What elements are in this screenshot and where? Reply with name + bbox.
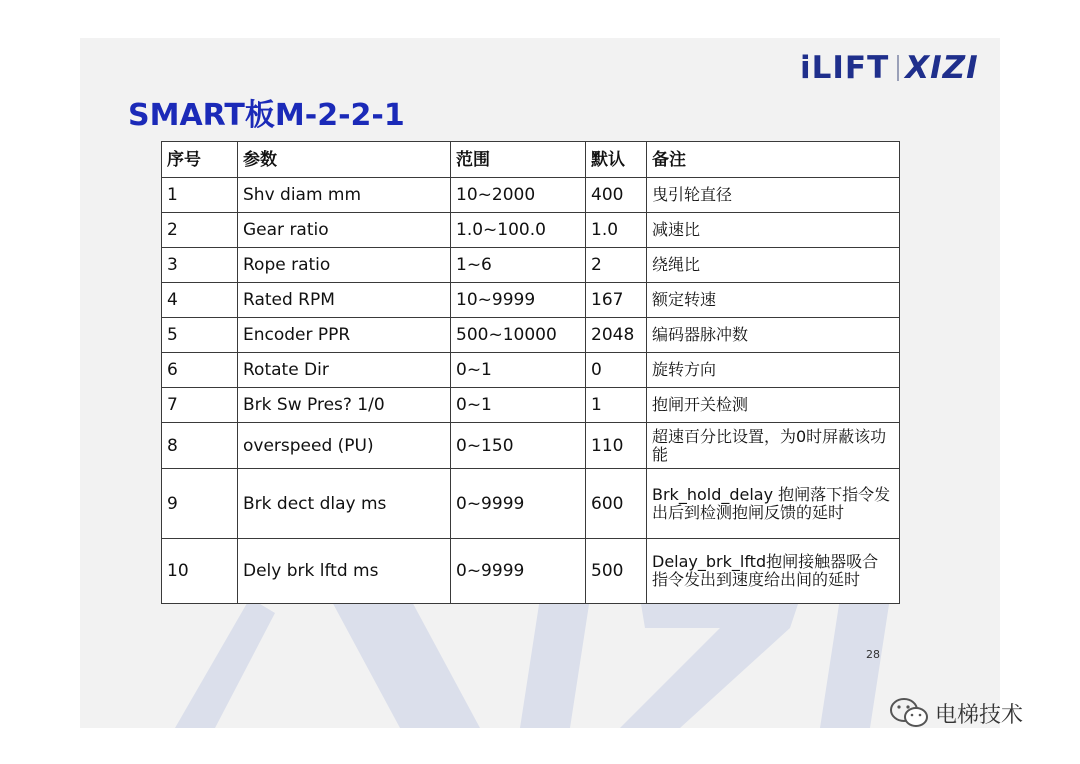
cell-note: Delay_brk_lftd抱闸接触器吸合指令发出到速度给出间的延时 [647, 539, 900, 604]
cell-range: 0~1 [451, 388, 586, 423]
table-row [162, 469, 900, 539]
page-number: 28 [866, 648, 880, 661]
cell-no: 3 [162, 248, 238, 283]
cell-default: 2048 [586, 318, 647, 353]
cell-note: 编码器脉冲数 [647, 318, 900, 353]
cell-note: 抱闸开关检测 [647, 388, 900, 423]
table-row [162, 283, 900, 318]
slide [80, 38, 1000, 728]
cell-param: Encoder PPR [238, 318, 451, 353]
cell-param: Rope ratio [238, 248, 451, 283]
header-no: 序号 [162, 142, 238, 178]
wechat-icon [889, 696, 929, 730]
cell-no: 9 [162, 469, 238, 539]
cell-param: Dely brk lftd ms [238, 539, 451, 604]
cell-range: 1.0~100.0 [451, 213, 586, 248]
table-row [162, 539, 900, 604]
cell-param: overspeed (PU) [238, 423, 451, 469]
cell-no: 6 [162, 353, 238, 388]
cell-note: Brk_hold_delay 抱闸落下指令发出后到检测抱闸反馈的延时 [647, 469, 900, 539]
company-logo [800, 50, 979, 86]
cell-default: 0 [586, 353, 647, 388]
cell-param: Gear ratio [238, 213, 451, 248]
cell-note: 旋转方向 [647, 353, 900, 388]
cell-range: 0~9999 [451, 469, 586, 539]
cell-no: 5 [162, 318, 238, 353]
cell-default: 110 [586, 423, 647, 469]
logo-ilift: iLIFT [800, 50, 890, 86]
table-row [162, 353, 900, 388]
table-row [162, 213, 900, 248]
parameter-table [161, 141, 900, 604]
cell-range: 500~10000 [451, 318, 586, 353]
cell-range: 0~1 [451, 353, 586, 388]
cell-range: 1~6 [451, 248, 586, 283]
cell-default: 2 [586, 248, 647, 283]
header-param: 参数 [238, 142, 451, 178]
cell-no: 7 [162, 388, 238, 423]
table-row [162, 248, 900, 283]
cell-param: Rated RPM [238, 283, 451, 318]
table-row [162, 388, 900, 423]
cell-default: 1.0 [586, 213, 647, 248]
cell-param: Brk dect dlay ms [238, 469, 451, 539]
wechat-account-name: 电梯技术 [935, 702, 1024, 728]
cell-range: 10~2000 [451, 178, 586, 213]
cell-note: 曳引轮直径 [647, 178, 900, 213]
cell-range: 10~9999 [451, 283, 586, 318]
cell-param: Rotate Dir [238, 353, 451, 388]
cell-default: 1 [586, 388, 647, 423]
logo-xizi: XIZI [905, 50, 979, 86]
header-default: 默认 [586, 142, 647, 178]
cell-note: 绕绳比 [647, 248, 900, 283]
cell-no: 1 [162, 178, 238, 213]
cell-no: 8 [162, 423, 238, 469]
cell-no: 10 [162, 539, 238, 604]
cell-default: 500 [586, 539, 647, 604]
table-row [162, 318, 900, 353]
table-row [162, 178, 900, 213]
cell-range: 0~150 [451, 423, 586, 469]
cell-default: 400 [586, 178, 647, 213]
table-header-row [162, 142, 900, 178]
logo-separator [897, 55, 899, 81]
cell-default: 600 [586, 469, 647, 539]
page-title: SMART板M-2-2-1 [128, 98, 405, 133]
cell-no: 4 [162, 283, 238, 318]
cell-note: 额定转速 [647, 283, 900, 318]
header-note: 备注 [647, 142, 900, 178]
cell-default: 167 [586, 283, 647, 318]
cell-range: 0~9999 [451, 539, 586, 604]
cell-note: 减速比 [647, 213, 900, 248]
cell-note: 超速百分比设置，为0时屏蔽该功能 [647, 423, 900, 469]
cell-param: Brk Sw Pres? 1/0 [238, 388, 451, 423]
cell-no: 2 [162, 213, 238, 248]
header-range: 范围 [451, 142, 586, 178]
cell-param: Shv diam mm [238, 178, 451, 213]
wechat-watermark [889, 696, 1023, 730]
table-row [162, 423, 900, 469]
